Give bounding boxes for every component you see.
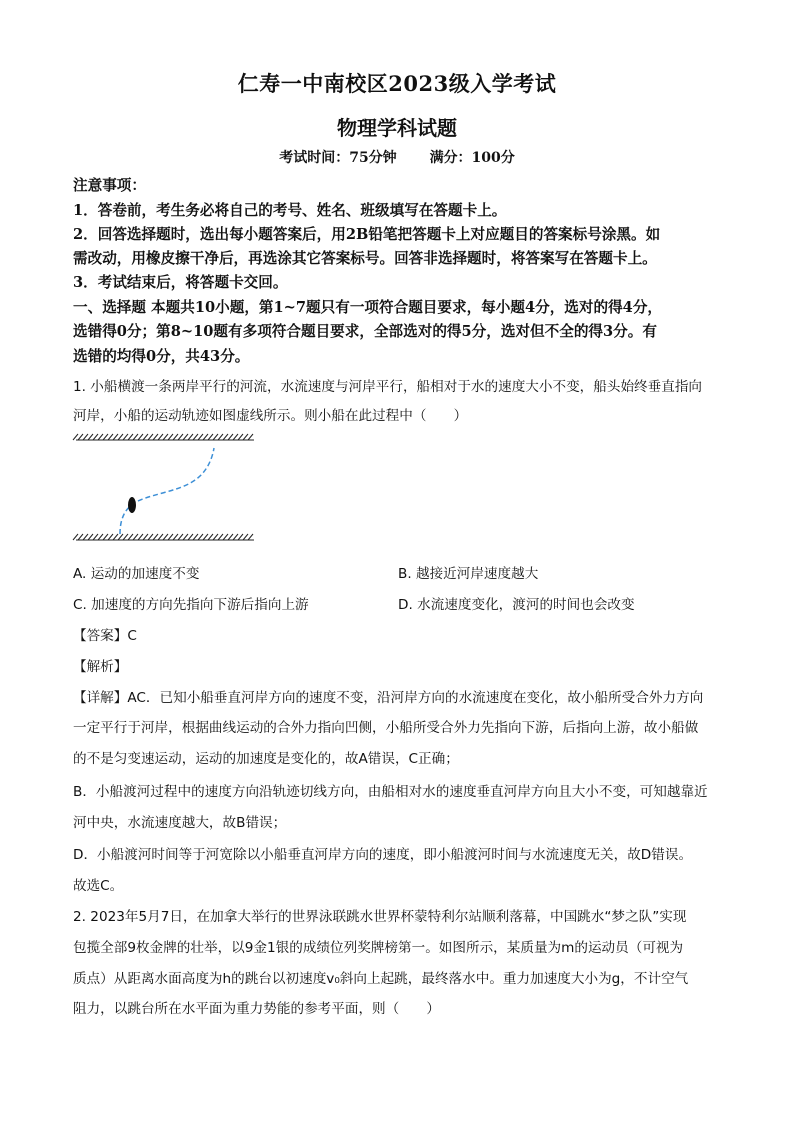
bank-hatch [113, 434, 118, 440]
bank-hatch [178, 534, 183, 540]
bank-hatch [248, 434, 253, 440]
note-item: 2．回答选择题时，选出每小题答案后，用2B铅笔把答题卡上对应题目的答案标号涂黑。如 [73, 226, 661, 243]
bank-hatch [78, 434, 83, 440]
time-label: 考试时间：75分钟 [279, 150, 397, 166]
q2-stem: 2. 2023年5月7日，在加拿大举行的世界泳联跳水世界杯蒙特利尔站顺利落幕，中国跳水“梦之队”实现 [73, 909, 687, 925]
bank-hatch [193, 434, 198, 440]
bank-hatch [128, 434, 133, 440]
q1-detail: D．小船渡河时间等于河宽除以小船垂直河岸方向的速度，即小船渡河时间与水流速度无关，故D错误。 [73, 847, 693, 863]
bank-hatch [153, 534, 158, 540]
boat-icon [128, 497, 136, 513]
bank-hatch [133, 434, 138, 440]
bank-hatch [173, 534, 178, 540]
q1-stem: 1. 小船横渡一条两岸平行的河流，水流速度与河岸平行，船相对于水的速度大小不变，船头始终垂直指向 [73, 379, 703, 395]
bank-hatch [93, 534, 98, 540]
answer-value: C [127, 628, 137, 644]
bank-hatch [168, 534, 173, 540]
bank-hatch [143, 534, 148, 540]
bank-hatch [113, 534, 118, 540]
q2-stem: 阻力，以跳台所在水平面为重力势能的参考平面，则（ ） [73, 1001, 441, 1017]
bank-hatch [133, 534, 138, 540]
q1-option-b: B. 越接近河岸速度越大 [398, 566, 539, 582]
exam-title: 仁寿一中南校区2023级入学考试 [237, 71, 557, 96]
analysis-tag: 【解析】 [73, 659, 128, 675]
bank-hatch [173, 434, 178, 440]
bank-hatch [228, 534, 233, 540]
answer-tag: 【答案】 [73, 628, 128, 644]
bank-hatch [73, 534, 78, 540]
q1-detail: 的不是匀变速运动，运动的加速度是变化的，故A错误，C正确； [73, 751, 459, 767]
bank-hatch [158, 434, 163, 440]
bank-hatch [98, 534, 103, 540]
bank-hatch [228, 434, 233, 440]
bank-hatch [138, 534, 143, 540]
bank-hatch [233, 534, 238, 540]
bank-hatch [248, 534, 253, 540]
bank-hatch [208, 534, 213, 540]
bank-hatch [103, 434, 108, 440]
bank-hatch [218, 534, 223, 540]
q1-detail: B．小船渡河过程中的速度方向沿轨迹切线方向，由船相对水的速度垂直河岸方向且大小不变，可知越靠近 [73, 784, 708, 800]
bank-hatch [148, 434, 153, 440]
exam-subtitle: 物理学科试题 [337, 116, 457, 140]
bank-hatch [73, 434, 78, 440]
q2-stem: 包揽全部9枚金牌的壮举，以9金1银的成绩位列奖牌榜第一。如图所示，某质量为m的运动员（可视为 [73, 940, 684, 956]
bank-hatch [93, 434, 98, 440]
note-item: 3．考试结束后，将答题卡交回。 [73, 274, 288, 291]
bank-hatch [83, 434, 88, 440]
bank-hatch [163, 534, 168, 540]
bank-hatch [98, 434, 103, 440]
bank-hatch [143, 434, 148, 440]
exam-meta [0, 147, 794, 167]
note-item: 1．答卷前，考生务必将自己的考号、姓名、班级填写在答题卡上。 [73, 202, 507, 219]
bank-hatch [183, 434, 188, 440]
bank-hatch [223, 434, 228, 440]
q1-detail: 故选C。 [73, 878, 124, 894]
lower-bank [73, 534, 254, 540]
section-instruction: 一、选择题 本题共10小题，第1~7题只有一项符合题目要求，每小题4分，选对的得4分， [73, 299, 663, 316]
bank-hatch [243, 534, 248, 540]
bank-hatch [118, 434, 123, 440]
bank-hatch [203, 434, 208, 440]
q1-detail: 一定平行于河岸，根据曲线运动的合外力指向凹侧，小船所受合外力先指向下游，后指向上游，故小船做 [73, 720, 699, 736]
q1-option-a: A. 运动的加速度不变 [73, 566, 200, 582]
bank-hatch [108, 534, 113, 540]
q1-option-d: D. 水流速度变化，渡河的时间也会改变 [398, 597, 635, 613]
bank-hatch [163, 434, 168, 440]
bank-hatch [238, 534, 243, 540]
river-crossing-figure [72, 430, 262, 550]
bank-hatch [213, 434, 218, 440]
bank-hatch [88, 434, 93, 440]
bank-hatch [148, 534, 153, 540]
bank-hatch [238, 434, 243, 440]
bank-hatch [188, 434, 193, 440]
bank-hatch [88, 534, 93, 540]
score-label: 满分：100分 [429, 150, 515, 166]
bank-hatch [198, 534, 203, 540]
note-item: 需改动，用橡皮擦干净后，再选涂其它答案标号。回答非选择题时，将答案写在答题卡上。 [73, 250, 657, 267]
bank-hatch [168, 434, 173, 440]
bank-hatch [223, 534, 228, 540]
bank-hatch [178, 434, 183, 440]
bank-hatch [188, 534, 193, 540]
bank-hatch [138, 434, 143, 440]
q1-answer [73, 624, 733, 644]
bank-hatch [83, 534, 88, 540]
bank-hatch [233, 434, 238, 440]
bank-hatch [243, 434, 248, 440]
bank-hatch [123, 434, 128, 440]
bank-hatch [203, 534, 208, 540]
upper-bank [73, 434, 254, 440]
bank-hatch [218, 434, 223, 440]
bank-hatch [153, 434, 158, 440]
bank-hatch [123, 534, 128, 540]
bank-hatch [193, 534, 198, 540]
bank-hatch [78, 534, 83, 540]
q1-stem: 河岸，小船的运动轨迹如图虚线所示。则小船在此过程中（ ） [73, 408, 468, 424]
section-instruction: 选错得0分；第8~10题有多项符合题目要求，全部选对的得5分，选对但不全的得3分。有 [73, 323, 657, 340]
bank-hatch [208, 434, 213, 440]
q1-detail: 【详解】AC．已知小船垂直河岸方向的速度不变，沿河岸方向的水流速度在变化，故小船所受合外力方向 [73, 690, 704, 706]
bank-hatch [108, 434, 113, 440]
bank-hatch [158, 534, 163, 540]
bank-hatch [128, 534, 133, 540]
section-instruction: 选错的均得0分，共43分。 [73, 348, 250, 365]
bank-hatch [103, 534, 108, 540]
bank-hatch [118, 534, 123, 540]
bank-hatch [213, 534, 218, 540]
notes-heading: 注意事项： [73, 177, 146, 194]
bank-hatch [183, 534, 188, 540]
q2-stem: 质点）从距离水面高度为h的跳台以初速度v₀斜向上起跳，最终落水中。重力加速度大小为g，不计空气 [73, 971, 689, 987]
bank-hatch [198, 434, 203, 440]
q1-option-c: C. 加速度的方向先指向下游后指向上游 [73, 597, 309, 613]
q1-detail: 河中央，水流速度越大，故B错误； [73, 815, 287, 831]
boat-trajectory [120, 448, 214, 534]
